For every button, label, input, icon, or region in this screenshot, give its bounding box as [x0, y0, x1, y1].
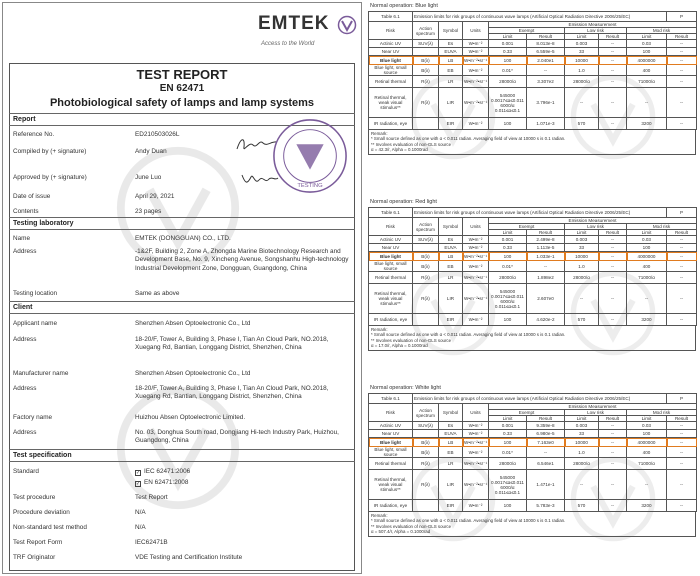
table-caption: Emission limits for risk groups of continuous wave lamps (Artificial Optical Radiation Directive 2006/25/EC) — [413, 208, 667, 218]
section-test-spec: Test specification — [13, 452, 72, 459]
manufacturer-name-value: Shenzhen Absen Optoelectronic Co., Ltd — [135, 370, 251, 377]
lab-name-label: Name — [13, 235, 31, 242]
note-line: * Small source defined as one with α < 0.011 radian. Averaging field of view at 10000 s is 0.1 radian. — [371, 332, 566, 338]
report-title: TEST REPORT — [136, 67, 228, 82]
table-row: Retinal thermal, weak visual stimulus** R(λ) LIR W•m⁻²•sr⁻¹ 545000 0.0017≤α≤0.011 6000/α 0.011≤α≤0.1 1.471e-1 -- -- -- -- — [369, 470, 697, 500]
results-panel-white — [368, 384, 696, 537]
report-subtitle: Photobiological safety of lamps and lamp systems — [49, 97, 315, 109]
emtek-logo-icon — [337, 15, 357, 35]
table-row: Retinal thermal R(λ) LR W•m⁻²•sr⁻¹ 28000/α 1.898e2 28000/α -- 71000/α -- — [369, 272, 697, 284]
testing-location-label: Testing location — [13, 290, 58, 297]
procedure-deviation-value: N/A — [135, 509, 146, 516]
results-column — [368, 2, 696, 574]
approved-by-label: Approved by (+ signature) — [13, 174, 87, 181]
table-row: Retinal thermal, weak visual stimulus** R(λ) LIR W•m⁻²•sr⁻¹ 545000 0.0017≤α≤0.011 6000/α 0.011≤α≤0.1 2.607e0 -- -- -- -- — [369, 284, 697, 314]
table-row: Retinal thermal R(λ) LR W•m⁻²•sr⁻¹ 28000/α 6.546e1 28000/α -- 71000/α -- — [369, 458, 697, 470]
note-line: ** Involves evaluation of non-GLS source — [371, 523, 452, 529]
table-row: Near UV EUVA W•m⁻² 0.33 6.559e-5 33 -- 100 -- — [369, 48, 697, 56]
standard-value-1: ✓ IEC 62471:2006 — [136, 468, 191, 476]
table-row: Actinic UV SUV(λ) Es W•m⁻² 0.001 8.013e-8 0.003 -- 0.03 -- — [369, 40, 697, 48]
testing-location-value: Same as above — [135, 290, 180, 297]
table-row: Blue light B(λ) LB W•m⁻²•sr⁻¹ 100 2.040e1 10000 -- 4000000 -- — [369, 56, 697, 65]
table-number: Table 6.1 — [369, 208, 413, 218]
checkbox-icon: ✓ — [136, 470, 141, 476]
table-row: IR radiation, eye EIR W•m⁻² 100 4.620e-2 570 -- 3200 -- — [369, 314, 697, 326]
table-row: Retinal thermal, weak visual stimulus** R(λ) LIR W•m⁻²•sr⁻¹ 545000 0.0017≤α≤0.011 6000/α 0.011≤α≤0.1 3.796e-1 -- -- -- -- — [369, 88, 697, 118]
panel-title: Normal operation: White light — [370, 385, 441, 391]
test-procedure-value: Test Report — [135, 494, 168, 501]
factory-name-value: Huizhou Absen Optoelectronic Limited. — [135, 414, 246, 421]
reference-label: Reference No. — [13, 131, 55, 138]
section-testing-lab: Testing laboratory — [13, 220, 74, 227]
svg-text:TESTING: TESTING — [297, 183, 323, 190]
testing-seal-icon — [271, 117, 349, 195]
standard-label: Standard — [13, 468, 39, 475]
section-client: Client — [13, 304, 33, 311]
non-standard-label: Non-standard test method — [13, 524, 87, 531]
emission-table: Table 6.1 Emission limits for risk groups of continuous wave lamps (Artificial Optical Radiation Directive 2006/25/EC) P Risk Action spectrum Symbol Units Emission Measurement Exempt Low risk Mod risk Limit Result Limit Result Limit Result Actinic UV SUV(λ) Es W•m⁻² 0.001 9.359e-8 0.003 -- 0.03 -- Near UV EUVA W•m⁻² 0.33 6.980e-5 33 -- 100 -- Blue light B(λ) LB W•m⁻²•sr⁻¹ 100 7.163e0 10000 -- 4000000 -- Blue light, small source B(λ) EB W•m⁻² 0.01* -- 1.0 -- 400 -- Retinal thermal R(λ) LR W•m⁻²•sr⁻¹ 28000/α 6.546e1 28000/α -- 71000/α -- Retinal thermal, weak visual stimulus** R(λ) LIR W•m⁻²•sr⁻¹ 545000 0.0017≤α≤0.011 6000/α 0.011≤α≤0.1 1.471e-1 -- -- -- -- IR radiation, eye EIR W•m⁻² 100 5.783e-3 570 -- 3200 -- — [368, 393, 697, 512]
factory-address-label: Address — [13, 429, 37, 436]
table-row: IR radiation, eye EIR W•m⁻² 100 1.071e-3 570 -- 3200 -- — [369, 118, 697, 130]
date-of-issue-label: Date of issue — [13, 193, 51, 200]
compiled-by-label: Compiled by (+ signature) — [13, 148, 87, 155]
applicant-address-value: 18-20/F, Tower A, Building 3, Phase I, Tian An Cloud Park, NO.2018, Xuegang Rd, Bantian, Longgang District, Shenzhen, China — [135, 336, 329, 352]
test-report-page — [2, 2, 362, 574]
brand-slogan: Access to the World — [261, 41, 315, 47]
table-row: Actinic UV SUV(λ) Es W•m⁻² 0.001 2.499e-8 0.003 -- 0.03 -- — [369, 236, 697, 244]
results-panel-blue — [368, 2, 696, 155]
panel-title: Normal operation: Red light — [370, 199, 437, 205]
note-line: Remark: — [371, 513, 388, 518]
manufacturer-address-value: 18-20/F, Tower A, Building 3, Phase I, Tian An Cloud Park, NO.2018, Xuegang Rd, Bantian, Longgang District, Shenzhen, China — [135, 385, 329, 401]
note-line: α = 17.0/r, Alpha = 0.1000rad — [371, 343, 428, 349]
table-row: IR radiation, eye EIR W•m⁻² 100 5.783e-3 570 -- 3200 -- — [369, 500, 697, 512]
table-number: Table 6.1 — [369, 12, 413, 22]
lab-name-value: EMTEK (DONGGUAN) CO., LTD. — [135, 235, 231, 242]
table-verdict: P — [667, 394, 697, 404]
report-form-label: Test Report Form — [13, 539, 63, 546]
table-caption: Emission limits for risk groups of continuous wave lamps (Artificial Optical Radiation Directive 2006/25/EC) — [413, 12, 667, 22]
note-line: Remark: — [371, 131, 388, 136]
table-verdict: P — [667, 12, 697, 22]
note-line: * Small source defined as one with α < 0.011 radian. Averaging field of view at 10000 s is 0.1 radian. — [371, 136, 566, 142]
table-row: Near UV EUVA W•m⁻² 0.33 6.980e-5 33 -- 100 -- — [369, 430, 697, 438]
test-procedure-label: Test procedure — [13, 494, 56, 501]
factory-name-label: Factory name — [13, 414, 53, 421]
contents-label: Contents — [13, 208, 39, 215]
standard-value-2: ✓ EN 62471:2008 — [136, 479, 189, 487]
table-row: Actinic UV SUV(λ) Es W•m⁻² 0.001 9.359e-8 0.003 -- 0.03 -- — [369, 422, 697, 430]
table-row: Near UV EUVA W•m⁻² 0.33 1.113e-5 33 -- 100 -- — [369, 244, 697, 252]
trf-originator-label: TRF Originator — [13, 554, 56, 561]
date-of-issue-value: April 29, 2021 — [135, 193, 175, 200]
section-report: Report — [13, 116, 36, 123]
note-line: Remark: — [371, 327, 388, 332]
table-row: Blue light B(λ) LB W•m⁻²•sr⁻¹ 100 7.163e0 10000 -- 4000000 -- — [369, 438, 697, 447]
note-line: α = 507.4/r, Alpha = 0.1000rad — [371, 529, 431, 535]
results-panel-red — [368, 198, 696, 351]
reference-value: ED210503026L — [135, 131, 180, 138]
applicant-name-value: Shenzhen Absen Optoelectronic Co., Ltd — [135, 320, 251, 327]
table-row: Blue light, small source B(λ) EB W•m⁻² 0.01* -- 1.0 -- 400 -- — [369, 65, 697, 76]
checkbox-icon: ✓ — [136, 481, 141, 487]
table-verdict: P — [667, 208, 697, 218]
manufacturer-name-label: Manufacturer name — [13, 370, 69, 377]
emission-table: Table 6.1 Emission limits for risk groups of continuous wave lamps (Artificial Optical Radiation Directive 2006/25/EC) P Risk Action spectrum Symbol Units Emission Measurement Exempt Low risk Mod risk Limit Result Limit Result Limit Result Actinic UV SUV(λ) Es W•m⁻² 0.001 8.013e-8 0.003 -- 0.03 -- Near UV EUVA W•m⁻² 0.33 6.559e-5 33 -- 100 -- Blue light B(λ) LB W•m⁻²•sr⁻¹ 100 2.040e1 10000 -- 4000000 -- Blue light, small source B(λ) EB W•m⁻² 0.01* -- 1.0 -- 400 -- Retinal thermal R(λ) LR W•m⁻²•sr⁻¹ 28000/α 3.307e2 28000/α -- 71000/α -- Retinal thermal, weak visual stimulus** R(λ) LIR W•m⁻²•sr⁻¹ 545000 0.0017≤α≤0.011 6000/α 0.011≤α≤0.1 3.796e-1 -- -- -- -- IR radiation, eye EIR W•m⁻² 100 1.071e-3 570 -- 3200 -- — [368, 11, 697, 130]
lab-address-label: Address — [13, 248, 37, 255]
table-row: Blue light B(λ) LB W•m⁻²•sr⁻¹ 100 1.033e-1 10000 -- 4000000 -- — [369, 252, 697, 261]
note-line: ** Involves evaluation of non-GLS source — [371, 141, 452, 147]
factory-address-value: No. 03, Donghua South road, Dongjiang Hi-tech Industry Park, Huizhou, Guangdong, China — [135, 429, 339, 445]
table-notes — [368, 326, 696, 351]
note-line: α = 42.3/r, Alpha = 0.1000rad — [371, 147, 428, 153]
note-line: ** Involves evaluation of non-GLS source — [371, 337, 452, 343]
applicant-name-label: Applicant name — [13, 320, 58, 327]
table-row: Blue light, small source B(λ) EB W•m⁻² 0.01* -- 1.0 -- 400 -- — [369, 261, 697, 272]
applicant-address-label: Address — [13, 336, 37, 343]
table-notes — [368, 512, 696, 537]
report-standard: EN 62471 — [159, 83, 205, 94]
table-row: Blue light, small source B(λ) EB W•m⁻² 0.01* -- 1.0 -- 400 -- — [369, 447, 697, 458]
manufacturer-address-label: Address — [13, 385, 37, 392]
procedure-deviation-label: Procedure deviation — [13, 509, 70, 516]
note-line: * Small source defined as one with α < 0.011 radian. Averaging field of view at 10000 s is 0.1 radian. — [371, 518, 566, 524]
report-form-value: IEC62471B — [135, 539, 168, 546]
lab-address-value: -1&2F, Building 2, Zone A, Zhongda Marine Biotechnology Research and Development Base, No. 9, Xincheng Avenue, Songshanhu High-technology Industrial Development Zone, Dongguan, Guangdong, China — [135, 248, 349, 272]
approved-by-value: June Luo — [135, 174, 162, 181]
contents-value: 23 pages — [135, 208, 162, 215]
non-standard-value: N/A — [135, 524, 146, 531]
brand-logo: EMTEK — [258, 13, 330, 34]
trf-originator-value: VDE Testing and Certification Institute — [135, 554, 243, 561]
compiled-by-value: Andy Duan — [135, 148, 167, 155]
table-notes — [368, 130, 696, 155]
table-number: Table 6.1 — [369, 394, 413, 404]
table-row: Retinal thermal R(λ) LR W•m⁻²•sr⁻¹ 28000/α 3.307e2 28000/α -- 71000/α -- — [369, 76, 697, 88]
table-caption: Emission limits for risk groups of continuous wave lamps (Artificial Optical Radiation Directive 2006/25/EC) — [413, 394, 667, 404]
emission-table: Table 6.1 Emission limits for risk groups of continuous wave lamps (Artificial Optical Radiation Directive 2006/25/EC) P Risk Action spectrum Symbol Units Emission Measurement Exempt Low risk Mod risk Limit Result Limit Result Limit Result Actinic UV SUV(λ) Es W•m⁻² 0.001 2.499e-8 0.003 -- 0.03 -- Near UV EUVA W•m⁻² 0.33 1.113e-5 33 -- 100 -- Blue light B(λ) LB W•m⁻²•sr⁻¹ 100 1.033e-1 10000 -- 4000000 -- Blue light, small source B(λ) EB W•m⁻² 0.01* -- 1.0 -- 400 -- Retinal thermal R(λ) LR W•m⁻²•sr⁻¹ 28000/α 1.898e2 28000/α -- 71000/α -- Retinal thermal, weak visual stimulus** R(λ) LIR W•m⁻²•sr⁻¹ 545000 0.0017≤α≤0.011 6000/α 0.011≤α≤0.1 2.607e0 -- -- -- -- IR radiation, eye EIR W•m⁻² 100 4.620e-2 570 -- 3200 -- — [368, 207, 697, 326]
panel-title: Normal operation: Blue light — [370, 3, 438, 9]
